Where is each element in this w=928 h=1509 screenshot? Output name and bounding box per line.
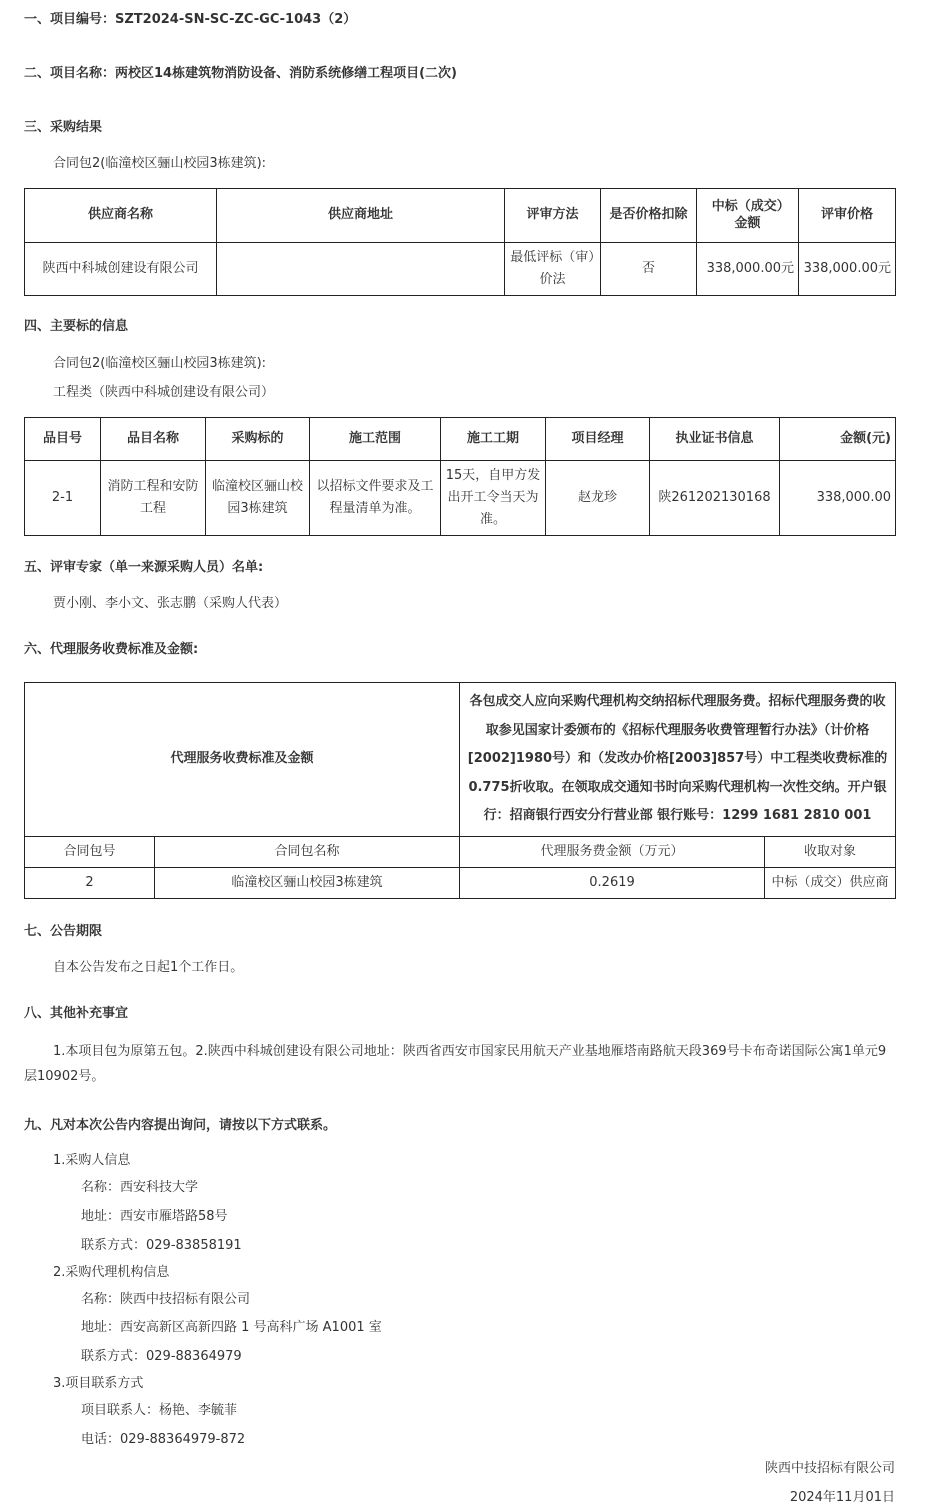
- table-row: [25, 461, 896, 536]
- result-table: [24, 188, 896, 296]
- th-price-deduction: 是否价格扣除: [601, 189, 697, 243]
- cell-supplier-name: 陕西中科城创建设有限公司: [25, 243, 217, 296]
- cell-fee-amount: 0.2619: [460, 868, 765, 899]
- th-supplier-name: 供应商名称: [25, 189, 217, 243]
- buyer-title: 1.采购人信息: [53, 1153, 131, 1168]
- section-3-heading: 三、采购结果: [24, 120, 103, 135]
- th-fee-payer: 收取对象: [765, 837, 896, 868]
- subject-table: [24, 417, 896, 536]
- cell-review-price: 338,000.00元: [799, 243, 896, 296]
- th-amount: 金额(元): [780, 418, 896, 461]
- expert-names: 贾小刚、李小文、张志鹏（采购人代表）: [53, 596, 288, 611]
- th-review-price: 评审价格: [799, 189, 896, 243]
- cell-manager: 赵龙珍: [546, 461, 650, 536]
- cell-review-method: 最低评标（审）价法: [505, 243, 601, 296]
- project-number-label: 一、项目编号：: [24, 12, 116, 27]
- th-manager: 项目经理: [546, 418, 650, 461]
- section-4-package: 合同包2(临潼校区骊山校园3栋建筑):: [53, 356, 267, 371]
- footer-date: 2024年11月01日: [789, 1490, 895, 1505]
- table-row: [25, 868, 896, 899]
- contact-title: 3.项目联系方式: [53, 1376, 144, 1391]
- th-certificate: 执业证书信息: [650, 418, 780, 461]
- cell-item-no: 2-1: [25, 461, 101, 536]
- th-package-no: 合同包号: [25, 837, 155, 868]
- fee-standard-text: 各包成交人应向采购代理机构交纳招标代理服务费。招标代理服务费的收取参见国家计委颁布的《招标代理服务收费管理暂行办法》（计价格[2002]1980号）和（发改办价格[2003]857号）中工程类收费标准的0.775折收取。在领取成交通知书时向采购代理机构一次性交纳。开户银行：招商银行西安分行营业部 银行账号：1299 1681 2810 001: [460, 683, 896, 837]
- project-name: [24, 66, 457, 83]
- result-table-header: [25, 189, 896, 243]
- th-purchase-subject: 采购标的: [206, 418, 310, 461]
- agent-name: 名称：陕西中技招标有限公司: [81, 1292, 251, 1307]
- section-9-heading: 九、凡对本次公告内容提出询问，请按以下方式联系。: [24, 1118, 337, 1133]
- cell-scope: 以招标文件要求及工程量清单为准。: [310, 461, 441, 536]
- project-number-value: SZT2024-SN-SC-ZC-GC-1043（2）: [115, 12, 357, 27]
- cell-fee-payer: 中标（成交）供应商: [765, 868, 896, 899]
- section-7-heading: 七、公告期限: [24, 924, 103, 939]
- th-item-name: 品目名称: [101, 418, 206, 461]
- cell-package-no: 2: [25, 868, 155, 899]
- th-bid-amount: 中标（成交）金额: [697, 189, 799, 243]
- cell-certificate: 陕261202130168: [650, 461, 780, 536]
- fee-standard-row: [25, 683, 896, 837]
- cell-bid-amount: 338,000.00元: [697, 243, 799, 296]
- section-4-heading: 四、主要标的信息: [24, 319, 129, 334]
- th-supplier-address: 供应商地址: [217, 189, 505, 243]
- subject-table-header: [25, 418, 896, 461]
- table-row: [25, 243, 896, 296]
- th-fee-amount: 代理服务费金额（万元）: [460, 837, 765, 868]
- cell-price-deduction: 否: [601, 243, 697, 296]
- contact-phone: 电话：029-88364979-872: [81, 1432, 246, 1447]
- buyer-address: 地址：西安市雁塔路58号: [81, 1209, 228, 1224]
- agent-title: 2.采购代理机构信息: [53, 1265, 170, 1280]
- fee-table-header: [25, 837, 896, 868]
- section-4-category: 工程类（陕西中科城创建设有限公司）: [53, 385, 275, 400]
- th-scope: 施工范围: [310, 418, 441, 461]
- contact-person: 项目联系人：杨艳、李毓菲: [81, 1403, 238, 1418]
- cell-package-name: 临潼校区骊山校园3栋建筑: [155, 868, 460, 899]
- supplementary-text: 1.本项目包为原第五包。2.陕西中科城创建设有限公司地址：陕西省西安市国家民用航天产业基地雁塔南路航天段369号卡布奇诺国际公寓1单元9层10902号。: [24, 1044, 887, 1084]
- project-name-label: 二、项目名称：: [24, 66, 116, 81]
- project-name-value: 两校区14栋建筑物消防设备、消防系统修缮工程项目(二次): [115, 66, 457, 81]
- cell-purchase-subject: 临潼校区骊山校园3栋建筑: [206, 461, 310, 536]
- footer-org: 陕西中技招标有限公司: [764, 1461, 895, 1476]
- agent-phone: 联系方式：029-88364979: [81, 1349, 242, 1364]
- section-3-package: 合同包2(临潼校区骊山校园3栋建筑):: [53, 156, 267, 171]
- th-package-name: 合同包名称: [155, 837, 460, 868]
- fee-table: [24, 682, 896, 899]
- cell-supplier-address: [217, 243, 505, 296]
- notice-period: 自本公告发布之日起1个工作日。: [53, 960, 244, 975]
- section-5-heading: 五、评审专家（单一来源采购人员）名单:: [24, 560, 264, 575]
- cell-amount: 338,000.00: [780, 461, 896, 536]
- section-6-heading: 六、代理服务收费标准及金额:: [24, 642, 199, 657]
- buyer-name: 名称：西安科技大学: [81, 1180, 199, 1195]
- fee-standard-label: 代理服务收费标准及金额: [25, 683, 460, 837]
- th-duration: 施工工期: [441, 418, 546, 461]
- cell-item-name: 消防工程和安防工程: [101, 461, 206, 536]
- project-number: [24, 12, 356, 29]
- th-review-method: 评审方法: [505, 189, 601, 243]
- section-8-heading: 八、其他补充事宜: [24, 1006, 129, 1021]
- agent-address: 地址：西安高新区高新四路 1 号高科广场 A1001 室: [81, 1320, 382, 1335]
- th-item-no: 品目号: [25, 418, 101, 461]
- cell-duration: 15天，自甲方发出开工令当天为准。: [441, 461, 546, 536]
- buyer-phone: 联系方式：029-83858191: [81, 1238, 242, 1253]
